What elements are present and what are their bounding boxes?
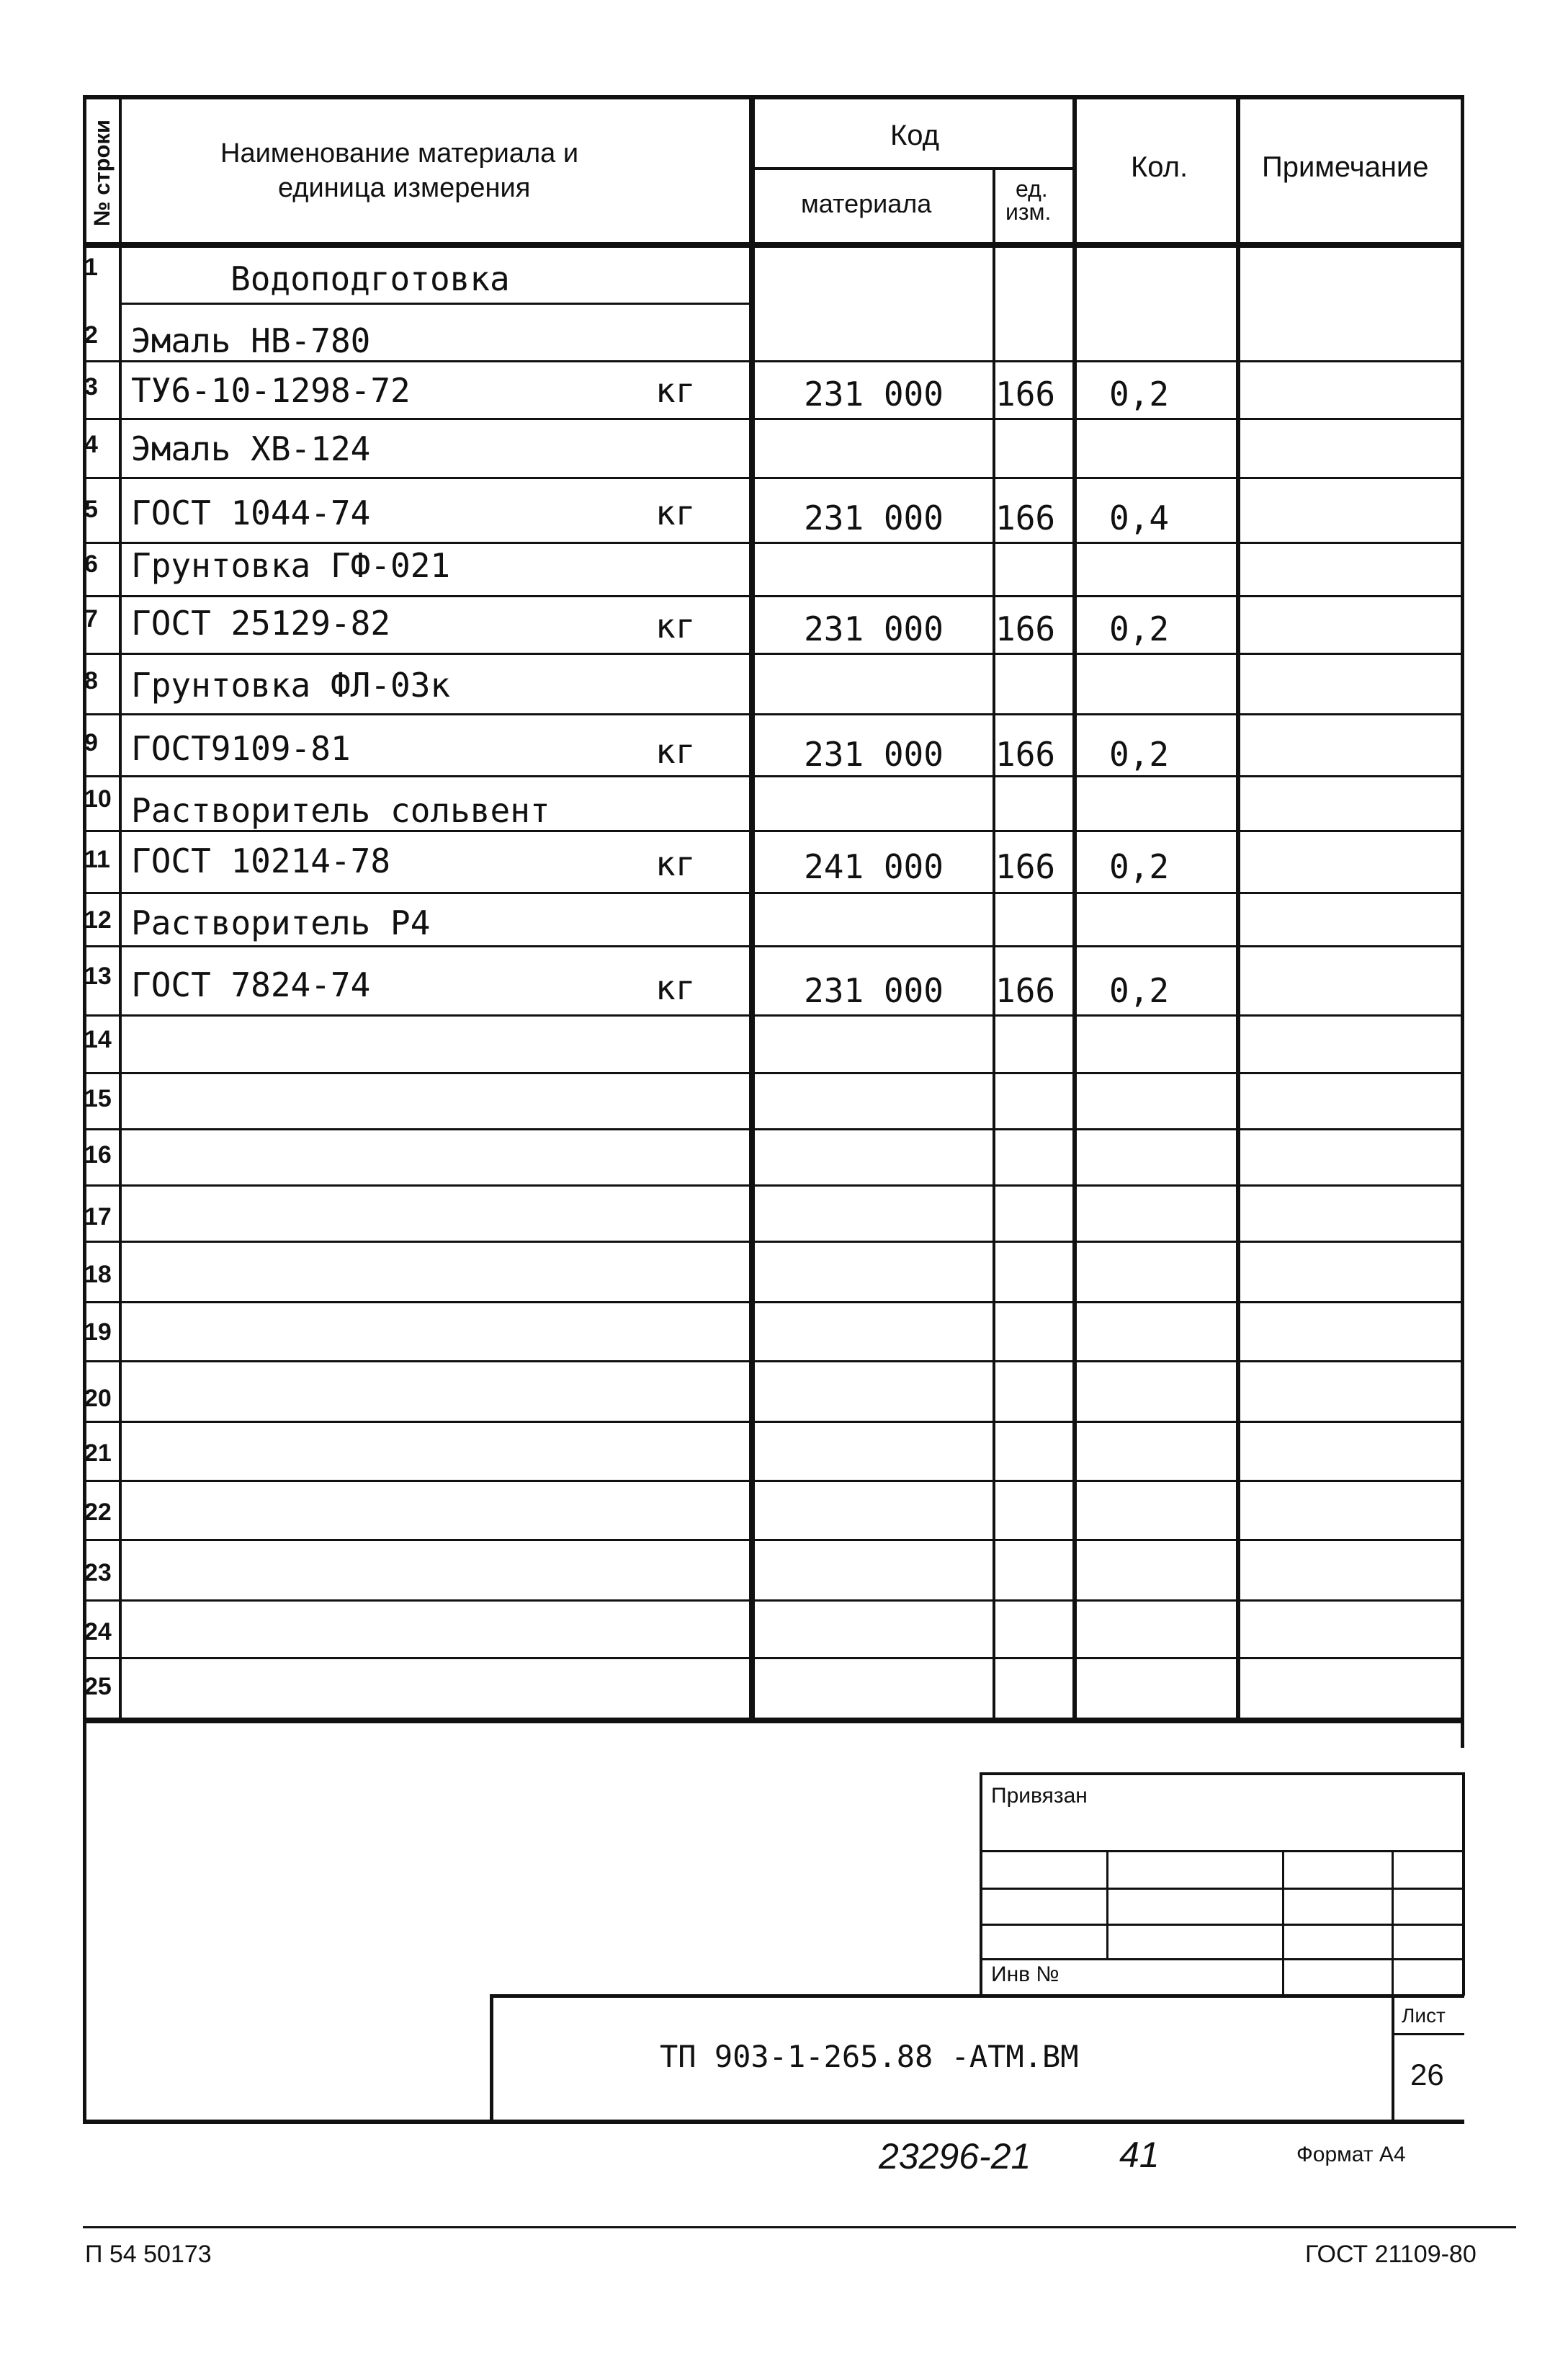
name-header-line1: Наименование материала и bbox=[220, 138, 579, 169]
sheet-number: 26 bbox=[1410, 2058, 1444, 2091]
row-name: Растворитель сольвент bbox=[131, 791, 550, 830]
row-number: 12 bbox=[84, 906, 112, 934]
row-sep bbox=[83, 1539, 1464, 1541]
row-number: 6 bbox=[84, 550, 98, 578]
header-bottom bbox=[83, 242, 1464, 248]
row-number: 16 bbox=[84, 1141, 112, 1169]
handwritten-number: 23296-21 bbox=[879, 2136, 1031, 2176]
row-quantity: 0,2 bbox=[1109, 971, 1170, 1010]
col-line-unit bbox=[1072, 95, 1077, 1723]
row-unit: кг bbox=[655, 844, 696, 883]
row-number: 21 bbox=[84, 1439, 112, 1467]
handwritten-sheet: 41 bbox=[1119, 2135, 1160, 2175]
table-bottom bbox=[83, 1718, 1464, 1723]
attached-label: Привязан bbox=[991, 1784, 1088, 1808]
row-material-code: 231 000 bbox=[804, 610, 944, 648]
row-sep bbox=[83, 1241, 1464, 1243]
row-name: Эмаль НВ-780 bbox=[131, 321, 371, 360]
row-material-code: 231 000 bbox=[804, 971, 944, 1010]
stamp-line bbox=[980, 1772, 982, 1996]
row-sep bbox=[83, 713, 1464, 715]
row-unit: кг bbox=[655, 494, 696, 532]
row-number: 15 bbox=[84, 1085, 112, 1112]
col-line-name bbox=[749, 95, 755, 1723]
frame-right bbox=[1461, 95, 1464, 1748]
row-name: Грунтовка ФЛ-03к bbox=[131, 666, 451, 705]
row-number: 17 bbox=[84, 1203, 112, 1231]
row-sep bbox=[83, 1184, 1464, 1187]
name-header-line2: единица измерения bbox=[278, 173, 531, 203]
row-sep bbox=[122, 303, 751, 305]
row-name: ТУ6-10-1298-72 bbox=[131, 371, 411, 410]
row-material-code: 241 000 bbox=[804, 847, 944, 886]
row-sep bbox=[83, 418, 1464, 420]
code-header: Код bbox=[890, 120, 940, 151]
note-header: Примечание bbox=[1262, 151, 1429, 183]
row-name: Эмаль ХВ-124 bbox=[131, 429, 371, 468]
row-name: Водоподготовка bbox=[230, 259, 510, 298]
row-sep bbox=[83, 542, 1464, 544]
row-number: 2 bbox=[84, 321, 98, 349]
stamp-line bbox=[1392, 1994, 1394, 2122]
row-sep bbox=[83, 1301, 1464, 1303]
row-sep bbox=[83, 1599, 1464, 1602]
stamp-line bbox=[1392, 2033, 1464, 2035]
row-sep bbox=[83, 1480, 1464, 1482]
row-sep bbox=[83, 360, 1464, 362]
row-name: ГОСТ 10214-78 bbox=[131, 841, 391, 880]
row-sep bbox=[83, 477, 1464, 479]
row-number: 14 bbox=[84, 1026, 112, 1053]
row-unit: кг bbox=[655, 371, 696, 410]
row-number: 19 bbox=[84, 1318, 112, 1346]
material-header: материала bbox=[801, 189, 932, 218]
stamp-line bbox=[1106, 1850, 1108, 1958]
row-number: 18 bbox=[84, 1261, 112, 1288]
frame-top bbox=[83, 95, 1464, 99]
row-number: 13 bbox=[84, 963, 112, 990]
row-unit-code: 166 bbox=[995, 610, 1056, 648]
row-number-header: № строки bbox=[89, 119, 115, 227]
row-unit: кг bbox=[655, 968, 696, 1007]
row-unit: кг bbox=[655, 607, 696, 646]
row-number: 7 bbox=[84, 605, 98, 633]
code-divider bbox=[752, 167, 1075, 170]
row-sep bbox=[83, 775, 1464, 777]
row-number: 23 bbox=[84, 1559, 112, 1586]
form-code: П 54 50173 bbox=[85, 2241, 212, 2268]
row-sep bbox=[83, 1421, 1464, 1423]
row-number: 25 bbox=[84, 1673, 112, 1700]
row-unit-code: 166 bbox=[995, 735, 1056, 774]
format-label: Формат А4 bbox=[1296, 2143, 1406, 2166]
stamp-line bbox=[1462, 1772, 1465, 1996]
col-line-qty bbox=[1236, 95, 1240, 1723]
footer-rule bbox=[83, 2226, 1516, 2228]
stamp-line bbox=[490, 1994, 493, 2122]
stamp-line bbox=[490, 1994, 1464, 1998]
row-number: 5 bbox=[84, 496, 98, 523]
row-material-code: 231 000 bbox=[804, 499, 944, 537]
row-name: Грунтовка ГФ-021 bbox=[131, 546, 451, 585]
row-name: ГОСТ9109-81 bbox=[131, 729, 351, 768]
row-unit-code: 166 bbox=[995, 499, 1056, 537]
row-name: Растворитель Р4 bbox=[131, 903, 431, 942]
row-sep bbox=[83, 945, 1464, 947]
row-material-code: 231 000 bbox=[804, 375, 944, 414]
row-quantity: 0,2 bbox=[1109, 847, 1170, 886]
stamp-line bbox=[1392, 1850, 1394, 1994]
frame-bottom bbox=[83, 2120, 1464, 2124]
row-number: 9 bbox=[84, 729, 98, 756]
row-sep bbox=[83, 1360, 1464, 1362]
row-number: 11 bbox=[84, 846, 110, 873]
row-quantity: 0,2 bbox=[1109, 610, 1170, 648]
row-name: ГОСТ 7824-74 bbox=[131, 965, 371, 1004]
row-unit-code: 166 bbox=[995, 375, 1056, 414]
row-name: ГОСТ 1044-74 bbox=[131, 494, 371, 532]
row-material-code: 231 000 bbox=[804, 735, 944, 774]
document-code: ТП 903-1-265.88 -АТМ.ВМ bbox=[660, 2039, 1079, 2074]
row-sep bbox=[83, 1657, 1464, 1659]
row-number: 20 bbox=[84, 1385, 112, 1412]
standard-reference: ГОСТ 21109-80 bbox=[1305, 2241, 1477, 2268]
row-quantity: 0,2 bbox=[1109, 735, 1170, 774]
row-sep bbox=[83, 1128, 1464, 1130]
row-sep bbox=[83, 1014, 1464, 1017]
row-number: 8 bbox=[84, 667, 98, 695]
row-name: ГОСТ 25129-82 bbox=[131, 604, 391, 643]
row-quantity: 0,2 bbox=[1109, 375, 1170, 414]
row-sep bbox=[83, 653, 1464, 655]
inventory-number-label: Инв № bbox=[991, 1963, 1059, 1986]
row-unit-code: 166 bbox=[995, 847, 1056, 886]
row-sep bbox=[83, 1072, 1464, 1074]
sheet-label: Лист bbox=[1402, 2004, 1446, 2027]
row-number: 1 bbox=[84, 254, 98, 281]
row-number: 3 bbox=[84, 373, 98, 401]
row-number: 10 bbox=[84, 785, 112, 813]
unit-header-line1: ед. bbox=[1016, 176, 1048, 202]
row-number: 24 bbox=[84, 1618, 112, 1646]
row-sep bbox=[83, 830, 1464, 832]
row-quantity: 0,4 bbox=[1109, 499, 1170, 537]
stamp-line bbox=[980, 1772, 1464, 1775]
qty-header: Кол. bbox=[1131, 151, 1188, 183]
row-number: 22 bbox=[84, 1499, 112, 1526]
row-sep bbox=[83, 892, 1464, 894]
unit-header-line2: изм. bbox=[1005, 199, 1052, 225]
stamp-line bbox=[1282, 1850, 1284, 1994]
row-sep bbox=[83, 595, 1464, 597]
row-number: 4 bbox=[84, 431, 98, 458]
row-unit: кг bbox=[655, 732, 696, 771]
row-unit-code: 166 bbox=[995, 971, 1056, 1010]
